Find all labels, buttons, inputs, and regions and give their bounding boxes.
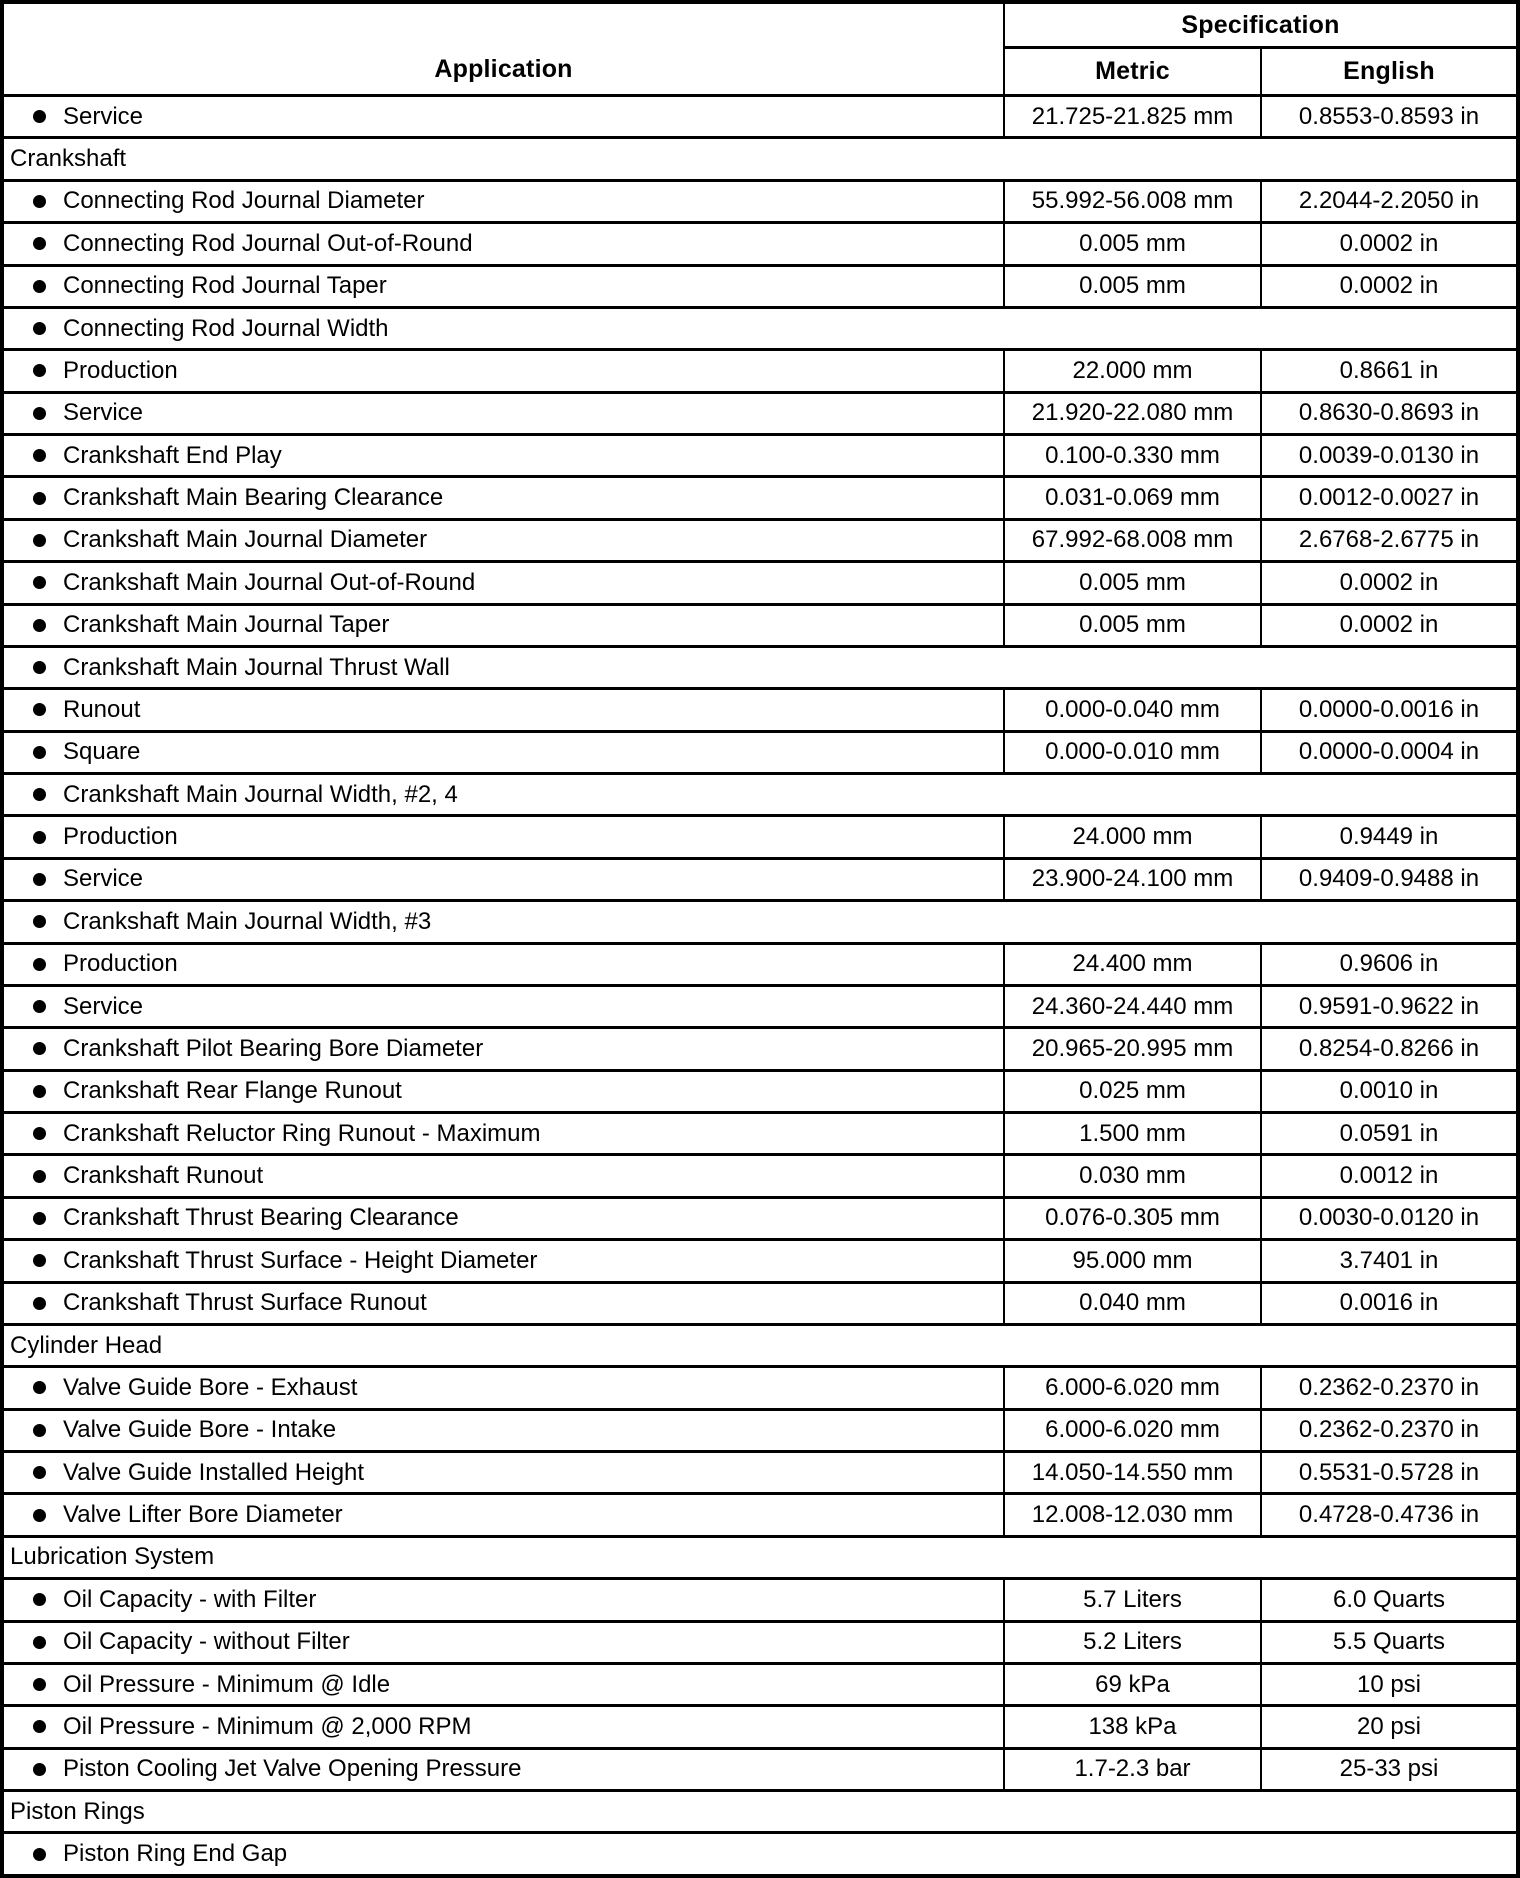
application-label: Production (63, 823, 178, 851)
english-value: 0.0039-0.0130 in (1298, 441, 1480, 469)
english-value: 0.0016 in (1339, 1289, 1439, 1317)
metric-value: 6.000-6.020 mm (1005, 1368, 1262, 1407)
metric-value: 0.100-0.330 mm (1005, 436, 1262, 475)
bullet-icon (33, 1678, 46, 1691)
application-label: Service (63, 992, 144, 1020)
table-row (4, 1153, 1516, 1195)
application-cell (4, 1495, 1005, 1534)
application-cell (4, 775, 1516, 814)
application-label: Valve Guide Bore - Intake (63, 1416, 337, 1444)
bullet-icon (33, 1424, 46, 1437)
metric-value: 0.031-0.069 mm (1005, 478, 1262, 517)
application-label: Crankshaft Main Journal Diameter (63, 526, 428, 554)
application-cell (4, 690, 1005, 729)
table-row (4, 1620, 1516, 1662)
english-value: 0.8661 in (1339, 356, 1439, 384)
application-cell (4, 1114, 1005, 1153)
metric-value: 0.005 mm (1005, 606, 1262, 645)
bullet-icon (33, 322, 46, 335)
metric-value: 0.040 mm (1005, 1284, 1262, 1323)
application-label: Crankshaft Main Journal Width, #2, 4 (63, 780, 458, 808)
bullet-icon (33, 915, 46, 928)
application-cell (4, 860, 1005, 899)
metric-value: 138 kPa (1005, 1707, 1262, 1746)
application-cell (4, 1665, 1005, 1704)
table-row (4, 475, 1516, 517)
metric-value: 1.500 mm (1005, 1114, 1262, 1153)
application-label: Crankshaft Reluctor Ring Runout - Maximum (63, 1119, 541, 1147)
section-label: Piston Rings (10, 1797, 145, 1825)
metric-value: 14.050-14.550 mm (1005, 1453, 1262, 1492)
application-cell (4, 1623, 1005, 1662)
application-header: Application (4, 4, 1005, 94)
section-row (4, 1323, 1516, 1365)
english-value: 0.8254-0.8266 in (1298, 1034, 1480, 1062)
application-label: Square (63, 738, 141, 766)
application-label: Crankshaft Rear Flange Runout (63, 1077, 402, 1105)
application-label: Crankshaft Thrust Surface Runout (63, 1289, 427, 1317)
english-value: 0.2362-0.2370 in (1298, 1373, 1480, 1401)
application-cell (4, 351, 1005, 390)
application-label: Crankshaft Thrust Surface - Height Diameter (63, 1246, 538, 1274)
application-label: Crankshaft Main Journal Out-of-Round (63, 568, 476, 596)
table-row (4, 1365, 1516, 1407)
application-label: Service (63, 865, 144, 893)
application-cell (4, 478, 1005, 517)
table-row (4, 1026, 1516, 1068)
bullet-icon (33, 1509, 46, 1522)
bullet-icon (33, 237, 46, 250)
bullet-icon (33, 619, 46, 632)
english-value: 10 psi (1356, 1670, 1422, 1698)
table-row (4, 348, 1516, 390)
table-row (4, 1196, 1516, 1238)
table-row (4, 1111, 1516, 1153)
table-row (4, 1450, 1516, 1492)
application-label: Service (63, 399, 144, 427)
application-cell (4, 394, 1005, 433)
application-cell (4, 182, 1005, 221)
english-value: 0.0000-0.0004 in (1298, 738, 1480, 766)
english-value: 0.4728-0.4736 in (1298, 1501, 1480, 1529)
metric-value: 6.000-6.020 mm (1005, 1411, 1262, 1450)
english-value: 0.0002 in (1339, 272, 1439, 300)
application-cell (4, 648, 1516, 687)
metric-value: 24.400 mm (1005, 945, 1262, 984)
metric-value: 20.965-20.995 mm (1005, 1029, 1262, 1068)
metric-value: 0.076-0.305 mm (1005, 1199, 1262, 1238)
metric-value: 5.2 Liters (1005, 1623, 1262, 1662)
metric-value: 95.000 mm (1005, 1241, 1262, 1280)
english-value: 0.0591 in (1339, 1119, 1439, 1147)
english-value: 0.9591-0.9622 in (1298, 992, 1480, 1020)
metric-value: 0.005 mm (1005, 224, 1262, 263)
english-value: 0.2362-0.2370 in (1298, 1416, 1480, 1444)
metric-value: 0.000-0.010 mm (1005, 733, 1262, 772)
english-value: 5.5 Quarts (1332, 1628, 1446, 1656)
bullet-icon (33, 661, 46, 674)
metric-value: 0.030 mm (1005, 1156, 1262, 1195)
table-row (4, 1577, 1516, 1619)
application-cell (4, 1750, 1005, 1789)
metric-value: 22.000 mm (1005, 351, 1262, 390)
application-label: Connecting Rod Journal Width (63, 314, 389, 342)
bullet-icon (33, 703, 46, 716)
metric-value: 24.360-24.440 mm (1005, 987, 1262, 1026)
table-row (4, 1704, 1516, 1746)
application-label: Crankshaft Pilot Bearing Bore Diameter (63, 1034, 484, 1062)
section-label: Lubrication System (10, 1543, 215, 1571)
metric-value: 5.7 Liters (1005, 1580, 1262, 1619)
english-header: English (1343, 57, 1435, 85)
application-cell (4, 563, 1005, 602)
bullet-icon (33, 407, 46, 420)
application-cell (4, 1199, 1005, 1238)
table-row (4, 179, 1516, 221)
bullet-icon (33, 1466, 46, 1479)
bullet-icon (33, 1212, 46, 1225)
metric-value: 24.000 mm (1005, 817, 1262, 856)
table-row-full-width (4, 1831, 1516, 1873)
table-row (4, 264, 1516, 306)
units-header-row (1005, 49, 1516, 94)
bullet-icon (33, 788, 46, 801)
english-value: 0.8630-0.8693 in (1298, 399, 1480, 427)
bullet-icon (33, 1636, 46, 1649)
bullet-icon (33, 449, 46, 462)
metric-value: 23.900-24.100 mm (1005, 860, 1262, 899)
english-value: 0.8553-0.8593 in (1298, 102, 1480, 130)
application-label: Crankshaft Main Journal Width, #3 (63, 907, 432, 935)
application-cell (4, 1029, 1005, 1068)
english-value: 2.6768-2.6775 in (1298, 526, 1480, 554)
english-value: 3.7401 in (1339, 1246, 1439, 1274)
metric-header: Metric (1005, 49, 1262, 94)
english-value: 0.0030-0.0120 in (1298, 1204, 1480, 1232)
application-cell (4, 1707, 1005, 1746)
table-row (4, 603, 1516, 645)
application-label: Crankshaft Main Bearing Clearance (63, 484, 444, 512)
application-label: Crankshaft End Play (63, 441, 282, 469)
bullet-icon (33, 1720, 46, 1733)
bullet-icon (33, 1170, 46, 1183)
application-cell (4, 1156, 1005, 1195)
english-value: 0.9449 in (1339, 823, 1439, 851)
table-row (4, 814, 1516, 856)
application-label: Crankshaft Main Journal Taper (63, 611, 390, 639)
table-row-full-width (4, 645, 1516, 687)
application-cell (4, 97, 1005, 136)
metric-value: 0.005 mm (1005, 267, 1262, 306)
application-cell (4, 1453, 1005, 1492)
english-value: 0.9606 in (1339, 950, 1439, 978)
application-cell (4, 987, 1005, 1026)
application-cell (4, 1368, 1005, 1407)
application-cell (4, 1411, 1005, 1450)
application-cell (4, 1072, 1005, 1111)
english-value: 0.5531-0.5728 in (1298, 1458, 1480, 1486)
bullet-icon (33, 1763, 46, 1776)
application-cell (4, 224, 1005, 263)
english-value: 25-33 psi (1339, 1755, 1439, 1783)
bullet-icon (33, 195, 46, 208)
bullet-icon (33, 1085, 46, 1098)
bullet-icon (33, 1381, 46, 1394)
metric-value: 67.992-68.008 mm (1005, 521, 1262, 560)
english-value: 0.0002 in (1339, 229, 1439, 257)
application-label: Oil Capacity - without Filter (63, 1628, 350, 1656)
application-label: Valve Lifter Bore Diameter (63, 1501, 343, 1529)
table-row (4, 1747, 1516, 1789)
english-value: 0.0010 in (1339, 1077, 1439, 1105)
metric-value: 55.992-56.008 mm (1005, 182, 1262, 221)
metric-value: 0.025 mm (1005, 1072, 1262, 1111)
bullet-icon (33, 746, 46, 759)
application-cell (4, 733, 1005, 772)
table-row (4, 560, 1516, 602)
application-label: Oil Pressure - Minimum @ 2,000 RPM (63, 1712, 472, 1740)
table-row (4, 391, 1516, 433)
application-label: Piston Ring End Gap (63, 1840, 288, 1868)
bullet-icon (33, 576, 46, 589)
english-value: 0.0002 in (1339, 611, 1439, 639)
bullet-icon (33, 364, 46, 377)
table-row (4, 984, 1516, 1026)
application-cell (4, 1241, 1005, 1280)
section-label: Cylinder Head (10, 1331, 163, 1359)
table-body (4, 97, 1516, 1874)
application-cell (4, 1284, 1005, 1323)
application-cell (4, 436, 1005, 475)
application-cell (4, 521, 1005, 560)
bullet-icon (33, 1297, 46, 1310)
application-cell (4, 817, 1005, 856)
english-value: 0.0012-0.0027 in (1298, 484, 1480, 512)
metric-value: 69 kPa (1005, 1665, 1262, 1704)
application-label: Connecting Rod Journal Taper (63, 272, 387, 300)
application-label: Crankshaft Main Journal Thrust Wall (63, 653, 450, 681)
application-label: Piston Cooling Jet Valve Opening Pressure (63, 1755, 522, 1783)
application-cell (4, 309, 1516, 348)
section-row (4, 1535, 1516, 1577)
table-row (4, 1281, 1516, 1323)
bullet-icon (33, 958, 46, 971)
table-row (4, 433, 1516, 475)
application-cell (4, 1834, 1516, 1873)
english-value: 20 psi (1356, 1712, 1422, 1740)
bullet-icon (33, 873, 46, 886)
table-row (4, 687, 1516, 729)
application-label: Crankshaft Runout (63, 1162, 264, 1190)
table-row (4, 1238, 1516, 1280)
table-row (4, 857, 1516, 899)
section-label: Crankshaft (10, 145, 127, 173)
table-row (4, 1662, 1516, 1704)
application-label: Oil Capacity - with Filter (63, 1585, 317, 1613)
application-cell (4, 945, 1005, 984)
application-cell (4, 606, 1005, 645)
application-label: Connecting Rod Journal Out-of-Round (63, 229, 473, 257)
table-row-full-width (4, 899, 1516, 941)
bullet-icon (33, 1000, 46, 1013)
bullet-icon (33, 831, 46, 844)
table-row (4, 730, 1516, 772)
metric-value: 0.000-0.040 mm (1005, 690, 1262, 729)
table-row (4, 97, 1516, 136)
table-row-full-width (4, 772, 1516, 814)
application-label: Valve Guide Bore - Exhaust (63, 1373, 358, 1401)
section-row (4, 1789, 1516, 1831)
metric-value: 0.005 mm (1005, 563, 1262, 602)
table-row (4, 1069, 1516, 1111)
table-header (4, 4, 1516, 97)
section-row (4, 136, 1516, 178)
application-label: Valve Guide Installed Height (63, 1458, 365, 1486)
table-row (4, 1492, 1516, 1534)
bullet-icon (33, 492, 46, 505)
specification-header-group (1005, 4, 1516, 94)
application-label: Connecting Rod Journal Diameter (63, 187, 425, 215)
specification-header: Specification (1005, 4, 1516, 49)
table-row (4, 1408, 1516, 1450)
application-label: Crankshaft Thrust Bearing Clearance (63, 1204, 459, 1232)
bullet-icon (33, 534, 46, 547)
application-label: Runout (63, 695, 141, 723)
bullet-icon (33, 1848, 46, 1861)
english-value: 0.0012 in (1339, 1162, 1439, 1190)
english-value: 6.0 Quarts (1332, 1585, 1446, 1613)
application-cell (4, 902, 1516, 941)
english-value: 0.0000-0.0016 in (1298, 695, 1480, 723)
table-row (4, 942, 1516, 984)
english-value: 2.2044-2.2050 in (1298, 187, 1480, 215)
application-label: Service (63, 102, 144, 130)
application-cell (4, 267, 1005, 306)
bullet-icon (33, 280, 46, 293)
bullet-icon (33, 1593, 46, 1606)
table-row (4, 518, 1516, 560)
bullet-icon (33, 1127, 46, 1140)
application-label: Production (63, 950, 178, 978)
metric-value: 1.7-2.3 bar (1005, 1750, 1262, 1789)
metric-value: 21.920-22.080 mm (1005, 394, 1262, 433)
bullet-icon (33, 110, 46, 123)
application-cell (4, 1580, 1005, 1619)
metric-value: 21.725-21.825 mm (1005, 97, 1262, 136)
application-label: Oil Pressure - Minimum @ Idle (63, 1670, 391, 1698)
table-row (4, 221, 1516, 263)
english-value: 0.9409-0.9488 in (1298, 865, 1480, 893)
english-value: 0.0002 in (1339, 568, 1439, 596)
application-label: Production (63, 356, 178, 384)
table-row-full-width (4, 306, 1516, 348)
bullet-icon (33, 1042, 46, 1055)
metric-value: 12.008-12.030 mm (1005, 1495, 1262, 1534)
bullet-icon (33, 1254, 46, 1267)
